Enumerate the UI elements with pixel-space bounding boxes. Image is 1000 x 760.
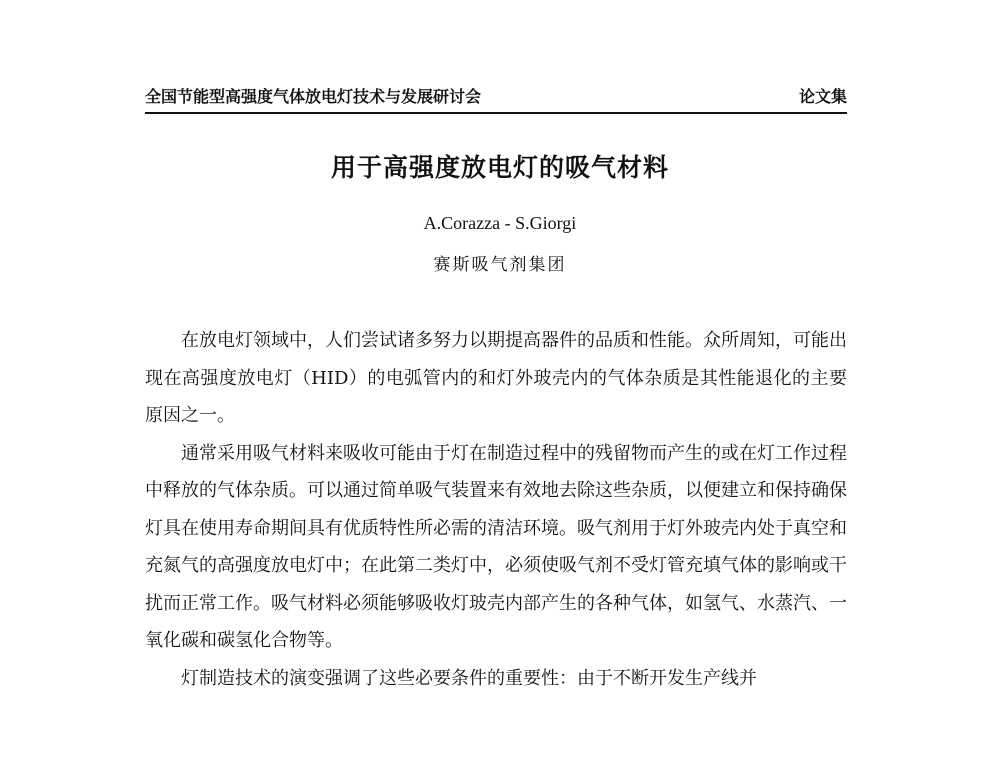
paper-title: 用于高强度放电灯的吸气材料 (330, 153, 669, 182)
paragraph: 灯制造技术的演变强调了这些必要条件的重要性：由于不断开发生产线并 (181, 667, 757, 689)
conference-name: 全国节能型高强度气体放电灯技术与发展研讨会 (145, 87, 482, 106)
proceedings-label: 论文集 (798, 87, 847, 106)
paragraph: 通常采用吸气材料来吸收可能由于灯在制造过程中的残留物而产生的或在灯工作过程中释放的气体杂质。可以通过简单吸气装置来有效地去除这些杂质，以便建立和保持确保灯具在使用寿命期间具有优质特性所必需的清洁环境。吸气剂用于灯外玻壳内处于真空和充氮气的高强度放电灯中；在此第二类灯中，必须使吸气剂不受灯管充填气体的影响或干扰而正常工作。吸气材料必须能够吸收灯玻壳内部产生的各种气体，如氢气、水蒸汽、一氧化碳和碳氢化合物等。 (145, 442, 847, 651)
paper-authors: A.Corazza - S.Giorgi (423, 213, 577, 233)
author-affiliation: 赛斯吸气剂集团 (433, 255, 567, 275)
body-text (145, 322, 847, 697)
running-header (145, 86, 847, 114)
paragraph: 在放电灯领域中，人们尝试诸多努力以期提高器件的品质和性能。众所周知，可能出现在高强度放电灯（HID）的电弧管内的和灯外玻壳内的气体杂质是其性能退化的主要原因之一。 (145, 330, 847, 426)
